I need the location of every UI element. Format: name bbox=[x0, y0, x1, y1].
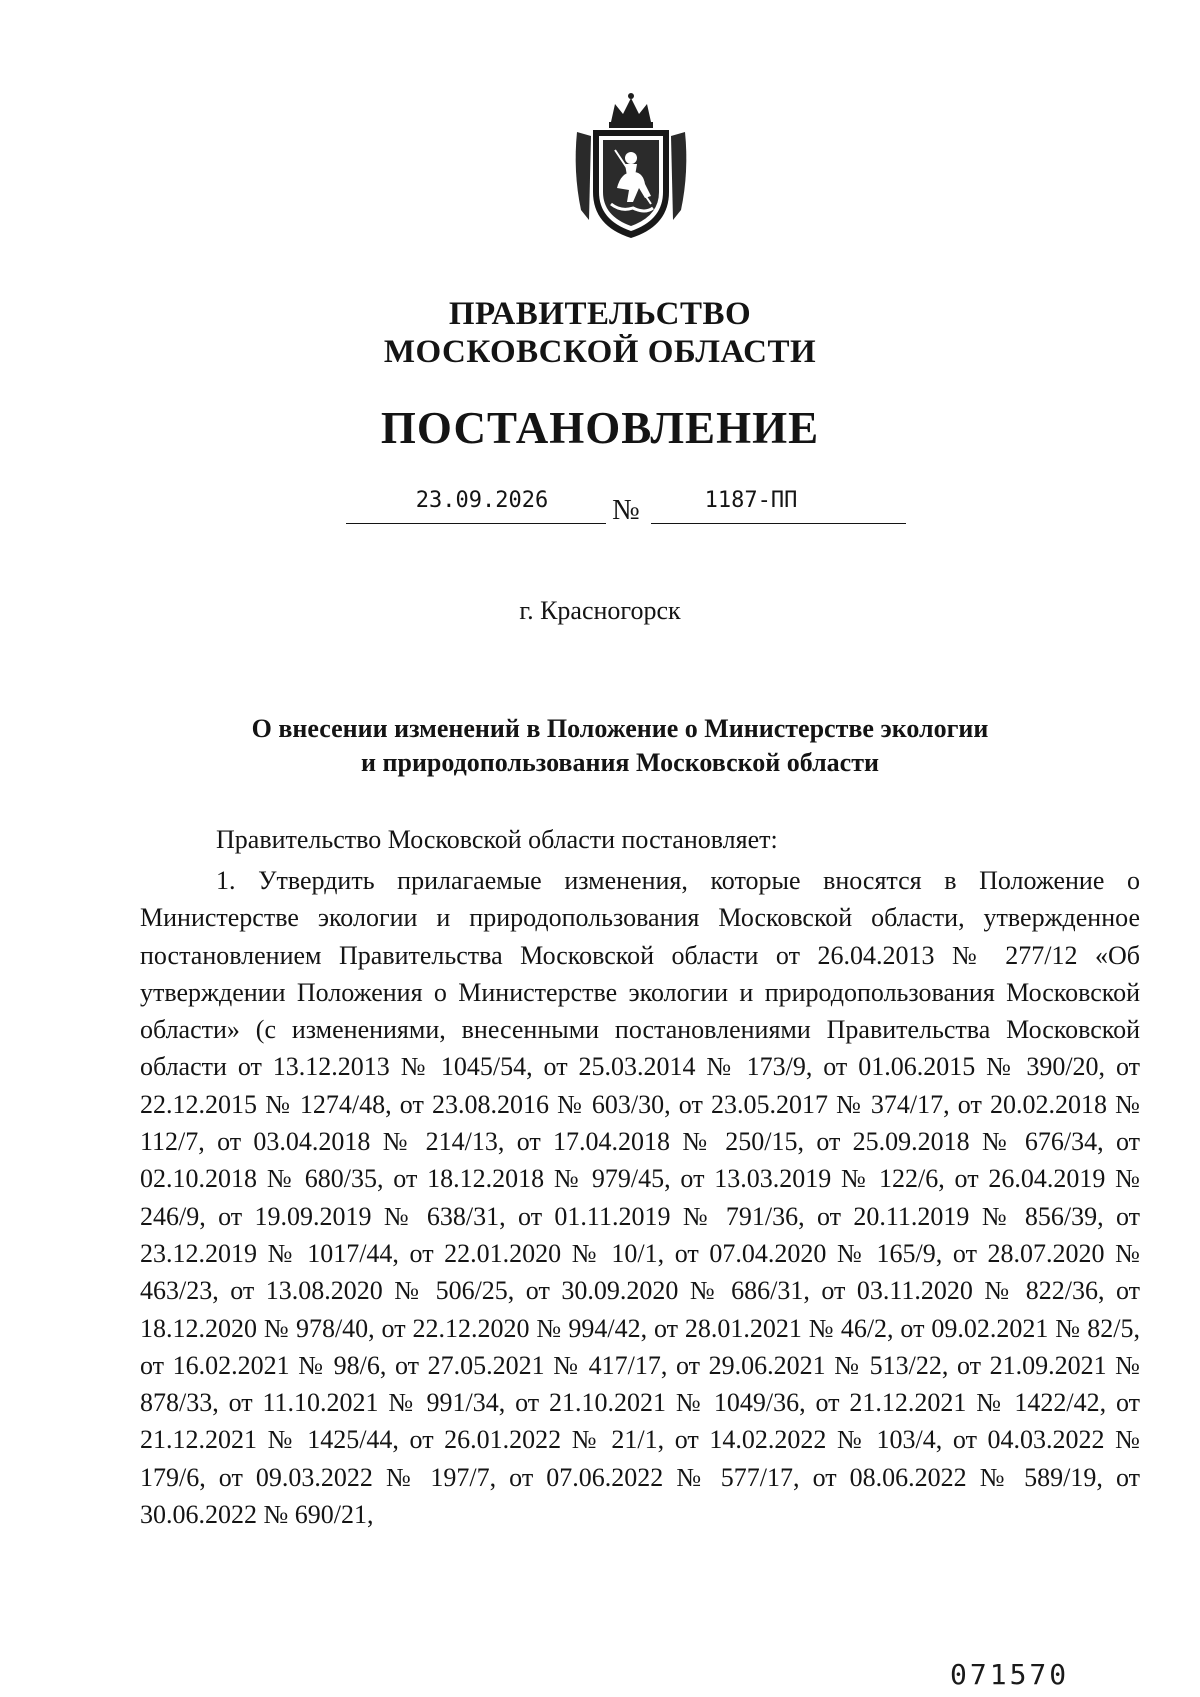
moscow-oblast-coat-of-arms-emblem bbox=[571, 92, 691, 242]
number-sign: № bbox=[612, 494, 640, 526]
document-number: 1187-ПП bbox=[704, 488, 798, 513]
document-title-line1: О внесении изменений в Положение о Министерстве экологии bbox=[251, 714, 989, 743]
date-underline bbox=[346, 523, 606, 524]
document-type-heading: ПОСТАНОВЛЕНИЕ bbox=[380, 403, 820, 453]
body-text bbox=[140, 862, 1140, 1533]
preamble-text: Правительство Московской области постановляет: bbox=[216, 825, 778, 854]
serial-number: 071570 bbox=[950, 1658, 1070, 1691]
paragraph-1: 1. Утвердить прилагаемые изменения, которые вносятся в Положение о Министерстве экологии и природопользования Московской области, утвержденное постановлением Правительства Московской области от 26.04.2013 № 277/12 «Об утверждении Положения о Министерстве экологии и природопользования Московской области» (с изменениями, внесенными постановлениями Правительства Московской области от 13.12.2013 № 1045/54, от 25.03.2014 № 173/9, от 01.06.2015 № 390/20, от 22.12.2015 № 1274/48, от 23.08.2016 № 603/30, от 23.05.2017 № 374/17, от 20.02.2018 № 112/7, от 03.04.2018 № 214/13, от 17.04.2018 № 250/15, от 25.09.2018 № 676/34, от 02.10.2018 № 680/35, от 18.12.2018 № 979/45, от 13.03.2019 № 122/6, от 26.04.2019 № 246/9, от 19.09.2019 № 638/31, от 01.11.2019 № 791/36, от 20.11.2019 № 856/39, от 23.12.2019 № 1017/44, от 22.01.2020 № 10/1, от 07.04.2020 № 165/9, от 28.07.2020 № 463/23, от 13.08.2020 № 506/25, от 30.09.2020 № 686/31, от 03.11.2020 № 822/36, от 18.12.2020 № 978/40, от 22.12.2020 № 994/42, от 28.01.2021 № 46/2, от 09.02.2021 № 82/5, от 16.02.2021 № 98/6, от 27.05.2021 № 417/17, от 29.06.2021 № 513/22, от 21.09.2021 № 878/33, от 11.10.2021 № 991/34, от 21.10.2021 № 1049/36, от 21.12.2021 № 1422/42, от 21.12.2021 № 1425/44, от 26.01.2022 № 21/1, от 14.02.2022 № 103/4, от 04.03.2022 № 179/6, от 09.03.2022 № 197/7, от 07.06.2022 № 577/17, от 08.06.2022 № 589/19, от 30.06.2022 № 690/21, bbox=[140, 866, 1140, 1530]
organization-name-line2: МОСКОВСКОЙ ОБЛАСТИ bbox=[383, 334, 817, 370]
document-date: 23.09.2026 bbox=[415, 488, 549, 513]
number-underline bbox=[651, 523, 906, 524]
city-name: г. Красногорск bbox=[519, 596, 681, 625]
organization-name-line1: ПРАВИТЕЛЬСТВО bbox=[448, 296, 752, 332]
document-title bbox=[180, 712, 1060, 780]
document-title-line2: и природопользования Московской области bbox=[361, 748, 879, 777]
registration-line bbox=[346, 488, 906, 532]
